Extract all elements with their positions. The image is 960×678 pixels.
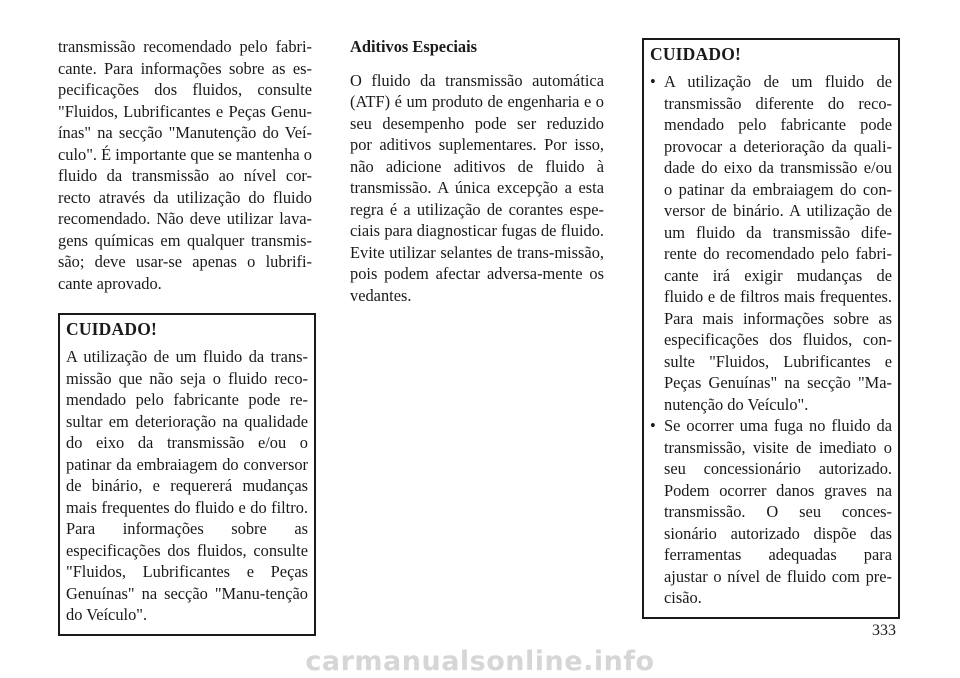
caution-box bbox=[58, 313, 316, 636]
right-column bbox=[642, 36, 896, 619]
watermark: carmanualsonline.info bbox=[305, 645, 655, 677]
caution-text: A utilização de um fluido da trans-missão que não seja o fluido reco-mendado pelo fabricante pode re-sultar em deterioração na qualidade do eixo da transmissão e/ou o patinar da embraiagem do conversor de binário, e requererá mudanças mais frequentes do fluido e do filtro. Para informações sobre as especificações dos fluidos, consulte "Fluidos, Lubrificantes e Peças Genuínas" na secção "Manu-tenção do Veículo". bbox=[66, 347, 308, 624]
caution-bullet-list bbox=[650, 71, 892, 609]
middle-column bbox=[350, 36, 604, 306]
caution-title: CUIDADO! bbox=[66, 319, 158, 339]
caution-bullet-item: • A utilização de um fluido de transmissão diferente do reco-mendado pelo fabricante pode provocar a deterioração da quali-dade do eixo da transmissão e/ou o patinar da embraiagem do con-versor de binário. A utilização de um fluido da transmissão dife-rente do recomendado pelo fabri-cante irá exigir mudanças de fluido e de filtros mais frequentes. Para mais informações sobre as especificações dos fluidos, con-sulte "Fluidos, Lubrificantes e Peças Genuínas" na secção "Ma-nutenção do Veículo". bbox=[650, 71, 892, 415]
caution-bullet-item: • Se ocorrer uma fuga no fluido da transmissão, visite de imediato o seu concessionário autorizado. Podem ocorrer danos graves na transmissão. O seu conces-sionário autorizado dispõe das ferramentas adequadas para ajustar o nível de fluido com pre-cisão. bbox=[650, 415, 892, 609]
body-paragraph: transmissão recomendado pelo fabri-cante. Para informações sobre as es-pecificações dos fluidos, consulte "Fluidos, Lubrificantes e Peças Genu-ínas" na secção "Manutenção do Veí-culo". É importante que se mantenha o fluido da transmissão ao nível cor-recto através da utilização do fluido recomendado. Não deve utilizar lava-gens químicas em qualquer transmis-são; deve usar-se apenas o lubrifi-cante aprovado. bbox=[58, 37, 312, 293]
body-paragraph: O fluido da transmissão automática (ATF) é um produto de engenharia e o seu desempenho pode ser reduzido por aditivos suplementares. Por isso, não adicione aditivos de fluido à transmissão. A única excepção a esta regra é a utilização de corantes espe-ciais para diagnosticar fugas de fluido. Evite utilizar selantes de trans-missão, pois podem afectar adversa-mente os vedantes. bbox=[350, 70, 604, 305]
section-heading: Aditivos Especiais bbox=[350, 37, 478, 56]
caution-box bbox=[642, 38, 900, 619]
left-column bbox=[58, 36, 312, 636]
caution-title: CUIDADO! bbox=[650, 44, 742, 64]
page-number: 333 bbox=[872, 622, 896, 639]
